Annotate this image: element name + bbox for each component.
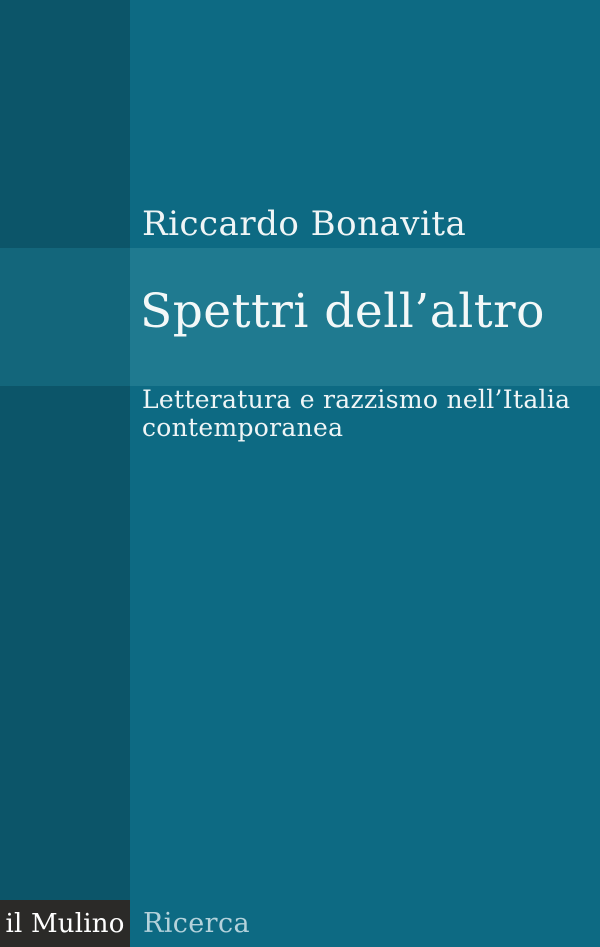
spine-stripe (0, 0, 130, 947)
book-subtitle-line-1: Letteratura e razzismo nell’Italia (142, 385, 571, 414)
publisher-name: il Mulino (5, 908, 125, 939)
book-subtitle (142, 386, 570, 442)
publisher-logo-box (0, 900, 130, 947)
author-name: Riccardo Bonavita (142, 204, 467, 244)
series-name: Ricerca (143, 908, 250, 939)
title-band-left-segment (0, 248, 130, 386)
book-subtitle-line-2: contemporanea (142, 413, 344, 442)
book-title: Spettri dell’altro (140, 284, 545, 339)
